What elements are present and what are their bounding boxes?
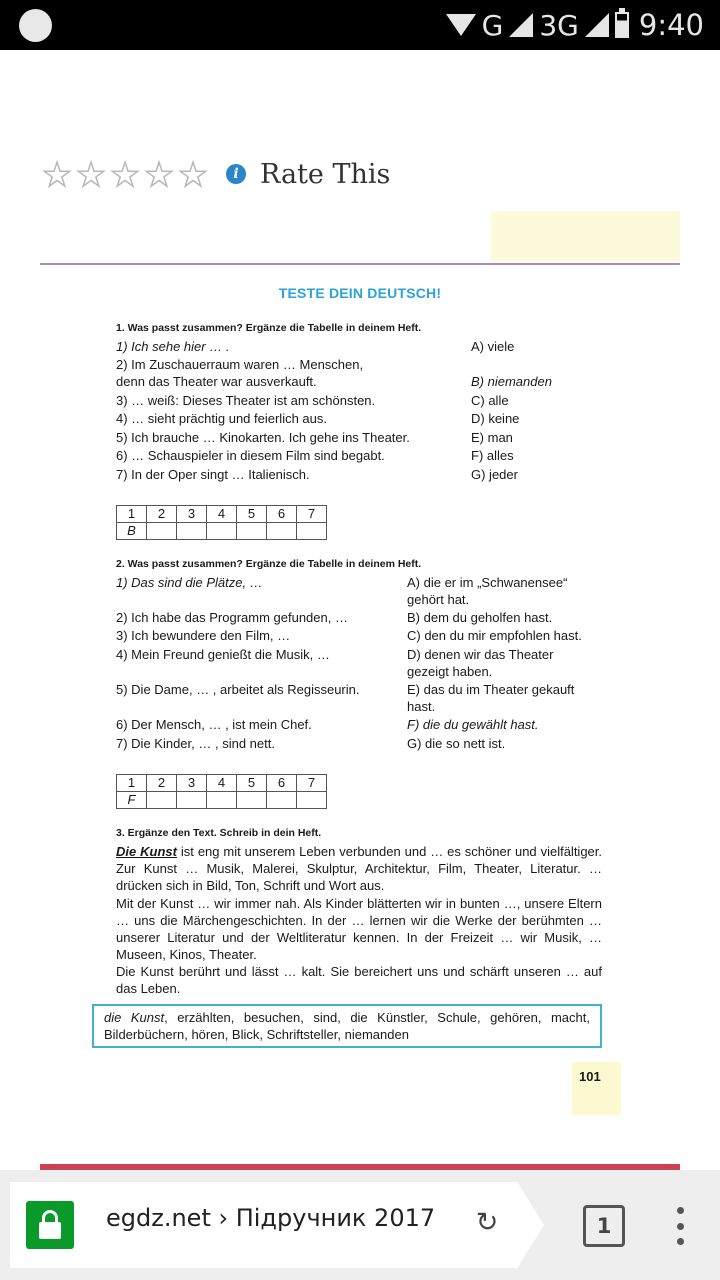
table-cell: 4 — [207, 506, 237, 523]
table-cell — [177, 523, 207, 540]
table-cell: 7 — [297, 775, 327, 792]
ad-placeholder — [491, 211, 680, 261]
table-cell: 1 — [117, 506, 147, 523]
task2-item: 3) Ich bewundere den Film, … — [116, 628, 291, 643]
rating-widget — [40, 152, 390, 196]
divider — [40, 263, 680, 265]
task2-item: 2) Ich habe das Programm gefunden, … — [116, 610, 348, 625]
table-cell — [147, 792, 177, 809]
task1-option: C) alle — [471, 393, 509, 408]
table-cell: F — [117, 792, 147, 809]
star-icon[interactable]: ★ — [178, 154, 208, 194]
table-cell: 5 — [237, 775, 267, 792]
table-cell: 4 — [207, 775, 237, 792]
task1-option: B) niemanden — [471, 374, 552, 389]
table-cell: B — [117, 523, 147, 540]
task3-paragraph — [116, 843, 602, 894]
task2-option: D) denen wir das Theater — [407, 647, 554, 662]
table-cell: 2 — [147, 506, 177, 523]
table-cell: 6 — [267, 506, 297, 523]
task3-paragraph: Die Kunst berührt und lässt … kalt. Sie bereichert uns und schärft unseren … auf das Leben. — [116, 964, 602, 996]
status-bar — [0, 0, 720, 50]
task3-lead-word: Die Kunst — [116, 844, 177, 859]
task2-option: B) dem du geholfen hast. — [407, 610, 553, 625]
task2-option: F) die du gewählt hast. — [407, 717, 539, 732]
table-cell — [267, 523, 297, 540]
star-icon[interactable]: ★ — [76, 154, 106, 194]
task1-item: 5) Ich brauche … Kinokarten. Ich gehe ins Theater. — [116, 430, 410, 445]
task2-option: hast. — [407, 699, 436, 714]
task1-item: 2) Im Zuschauerraum waren … Menschen, — [116, 357, 364, 372]
page-number-box — [572, 1062, 621, 1115]
battery-icon — [615, 12, 629, 38]
task1-option: A) viele — [471, 339, 515, 354]
table-cell — [297, 523, 327, 540]
rate-this-label: Rate This — [260, 158, 391, 190]
task3-heading: 3. Ergänze den Text. Schreib in dein Heft. — [116, 827, 322, 839]
task1-option: E) man — [471, 430, 513, 445]
star-icon[interactable]: ★ — [144, 154, 174, 194]
table-cell — [237, 792, 267, 809]
task2-option: A) die er im „Schwanensee“ — [407, 575, 568, 590]
task2-option: gezeigt haben. — [407, 664, 493, 679]
task2-option: C) den du mir empfohlen hast. — [407, 628, 582, 643]
star-icon[interactable]: ★ — [110, 154, 140, 194]
task1-item: 6) … Schauspieler in diesem Film sind begabt. — [116, 448, 385, 463]
word-bank-lead: die Kunst — [104, 1010, 165, 1025]
task1-item: 1) Ich sehe hier … . — [116, 339, 230, 354]
task2-item: 6) Der Mensch, … , ist mein Chef. — [116, 717, 312, 732]
table-cell — [207, 523, 237, 540]
notification-icon — [19, 9, 52, 42]
task1-option: F) alles — [471, 448, 514, 463]
signal-icon — [509, 13, 533, 37]
task2-option: gehört hat. — [407, 592, 470, 607]
table-cell — [147, 523, 177, 540]
status-icons — [446, 0, 704, 50]
wifi-icon — [446, 14, 476, 36]
table-cell: 3 — [177, 506, 207, 523]
table-cell: 1 — [117, 775, 147, 792]
task2-item: 5) Die Dame, … , arbeitet als Regisseurin. — [116, 682, 360, 697]
task2-item: 1) Das sind die Plätze, … — [116, 575, 263, 590]
task2-option: E) das du im Theater gekauft — [407, 682, 575, 697]
table-cell — [177, 792, 207, 809]
network-type: G — [481, 8, 504, 42]
task2-answer-table — [116, 774, 327, 809]
table-cell — [297, 792, 327, 809]
task2-item: 4) Mein Freund genießt die Musik, … — [116, 647, 330, 662]
book-page-title: TESTE DEIN DEUTSCH! — [278, 285, 442, 301]
info-icon[interactable]: i — [226, 164, 246, 184]
table-cell: 6 — [267, 775, 297, 792]
page-number: 101 — [579, 1069, 601, 1084]
table-cell — [237, 523, 267, 540]
task3-text: ist eng mit unserem Leben verbunden und … es schöner und vielfältiger. Zur Kunst … Musik, Malerei, Skulptur, Architektur, Film, Theater, Literatur. … drücken sich in Bild, Ton, Schrift und Wort aus. — [116, 844, 602, 893]
table-cell: 3 — [177, 775, 207, 792]
table-cell — [207, 792, 237, 809]
task1-item: denn das Theater war ausverkauft. — [116, 374, 317, 389]
url-text[interactable]: egdz.net › Підручник 2017 — [106, 1204, 436, 1232]
overflow-menu-icon[interactable] — [670, 1203, 690, 1249]
table-cell — [267, 792, 297, 809]
star-rating[interactable] — [40, 154, 210, 194]
table-cell: 2 — [147, 775, 177, 792]
task2-item: 7) Die Kinder, … , sind nett. — [116, 736, 275, 751]
lock-icon[interactable] — [26, 1201, 74, 1249]
task1-option: D) keine — [471, 411, 520, 426]
tab-switcher-button[interactable]: 1 — [583, 1205, 625, 1247]
task2-heading: 2. Was passt zusammen? Ergänze die Tabelle in deinem Heft. — [116, 558, 422, 570]
task1-option: G) jeder — [471, 467, 518, 482]
task1-item: 3) … weiß: Dieses Theater ist am schönsten. — [116, 393, 376, 408]
task3-paragraph: Mit der Kunst … wir immer nah. Als Kinder blätterten wir in bunten …, unsere Eltern … uns die Märchengeschichten. In der … lernen wir die Werke der berühmten … unserer Literatur und der Weltliteratur kennen. In der Freizeit … wir Musik, … Museen, Kinos, Theater. — [116, 896, 602, 962]
task1-item: 7) In der Oper singt … Italienisch. — [116, 467, 310, 482]
clock: 9:40 — [638, 8, 704, 42]
signal-icon-secondary — [585, 13, 609, 37]
task1-heading: 1. Was passt zusammen? Ergänze die Tabelle in deinem Heft. — [116, 322, 422, 334]
task1-answer-table — [116, 505, 327, 540]
network-type-secondary: 3G — [539, 8, 579, 42]
word-bank-words: , erzählten, besuchen, sind, die Künstler, Schule, gehören, macht, Bilderbüchern, hören, Blick, Schriftsteller, niemanden — [104, 1010, 590, 1042]
table-cell: 5 — [237, 506, 267, 523]
star-icon[interactable]: ★ — [42, 154, 72, 194]
task1-item: 4) … sieht prächtig und feierlich aus. — [116, 411, 327, 426]
reload-icon[interactable]: ↻ — [475, 1207, 499, 1238]
task2-option: G) die so nett ist. — [407, 736, 506, 751]
word-bank-box — [92, 1004, 602, 1048]
table-cell: 7 — [297, 506, 327, 523]
